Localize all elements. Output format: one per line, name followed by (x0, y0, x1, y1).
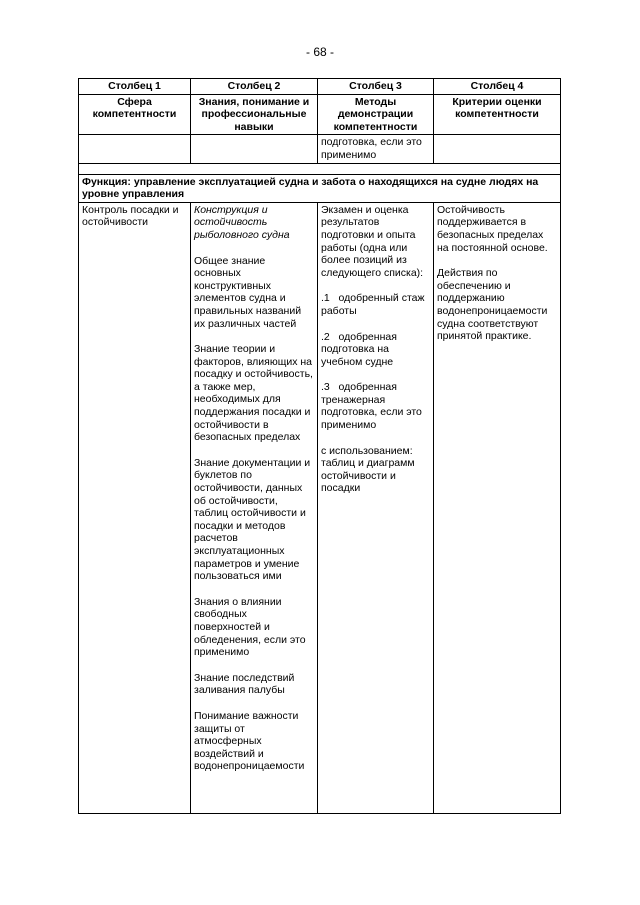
competence-row (79, 202, 561, 813)
criteria-cell (434, 202, 561, 813)
column-number-1: Столбец 1 (79, 79, 191, 95)
column-number-3: Столбец 3 (318, 79, 434, 95)
methods-intro: Экзамен и оценка результатов подготовки и опыта работы (одна или более позиций из следующего списка): (321, 203, 424, 279)
column-title-2: Знания, понимание и профессиональные навыки (191, 94, 318, 135)
methods-cell (318, 202, 434, 813)
knowledge-item-5: Знание последствий заливания палубы (194, 671, 295, 697)
function-row (79, 174, 561, 202)
competence-table (78, 78, 561, 814)
column-title-4: Критерии оценки компетентности (434, 94, 561, 135)
criteria-item-2: Действия по обеспечению и поддержанию водонепроницаемости судна соответствуют принятой практике. (437, 267, 548, 343)
method-item-2: .2 одобренная подготовка на учебном судне (321, 330, 400, 368)
carryover-row (79, 135, 561, 163)
method-item-3: .3 одобренная тренажерная подготовка, если это применимо (321, 381, 425, 432)
column-title-1: Сфера компетентности (79, 94, 191, 135)
competence-cell: Контроль посадки и остойчивости (79, 202, 191, 813)
criteria-item-1: Остойчивость поддерживается в безопасных пределах на постоянной основе. (437, 203, 548, 254)
column-title-row (79, 94, 561, 135)
methods-outro: с использованием: таблиц и диаграмм остойчивости и посадки (321, 444, 415, 495)
column-number-row (79, 79, 561, 95)
method-item-1: .1 одобренный стаж работы (321, 292, 428, 317)
carryover-col1 (79, 135, 191, 163)
knowledge-item-2: Знание теории и факторов, влияющих на посадку и остойчивость, а также мер, необходимых для поддержания посадки и остойчивости в безопасных пределах (194, 343, 313, 444)
page-number: - 68 - (305, 45, 334, 59)
knowledge-item-6: Понимание важности защиты от атмосферных воздействий и водонепроницаемости (194, 709, 305, 773)
knowledge-item-4: Знания о влиянии свободных поверхностей и обледенения, если это применимо (194, 595, 306, 659)
column-number-2: Столбец 2 (191, 79, 318, 95)
function-title: Функция: управление эксплуатацией судна и забота о находящихся на судне людях на уровне управления (79, 174, 561, 202)
carryover-col4 (434, 135, 561, 163)
carryover-col2 (191, 135, 318, 163)
column-title-3: Методы демонстрации компетентности (318, 94, 434, 135)
knowledge-cell (191, 202, 318, 813)
carryover-col3: подготовка, если это применимо (318, 135, 434, 163)
knowledge-item-3: Знание документации и буклетов по остойчивости, данных об остойчивости, таблиц остойчивости и посадки и методов расчетов эксплуатационных параметров и умение пользоваться ими (194, 456, 311, 583)
knowledge-item-1: Общее знание основных конструктивных элементов судна и правильных названий их различных частей (194, 254, 302, 330)
knowledge-heading: Конструкция и остойчивость рыболовного судна (194, 203, 290, 241)
spacer-row (79, 163, 561, 174)
column-number-4: Столбец 4 (434, 79, 561, 95)
